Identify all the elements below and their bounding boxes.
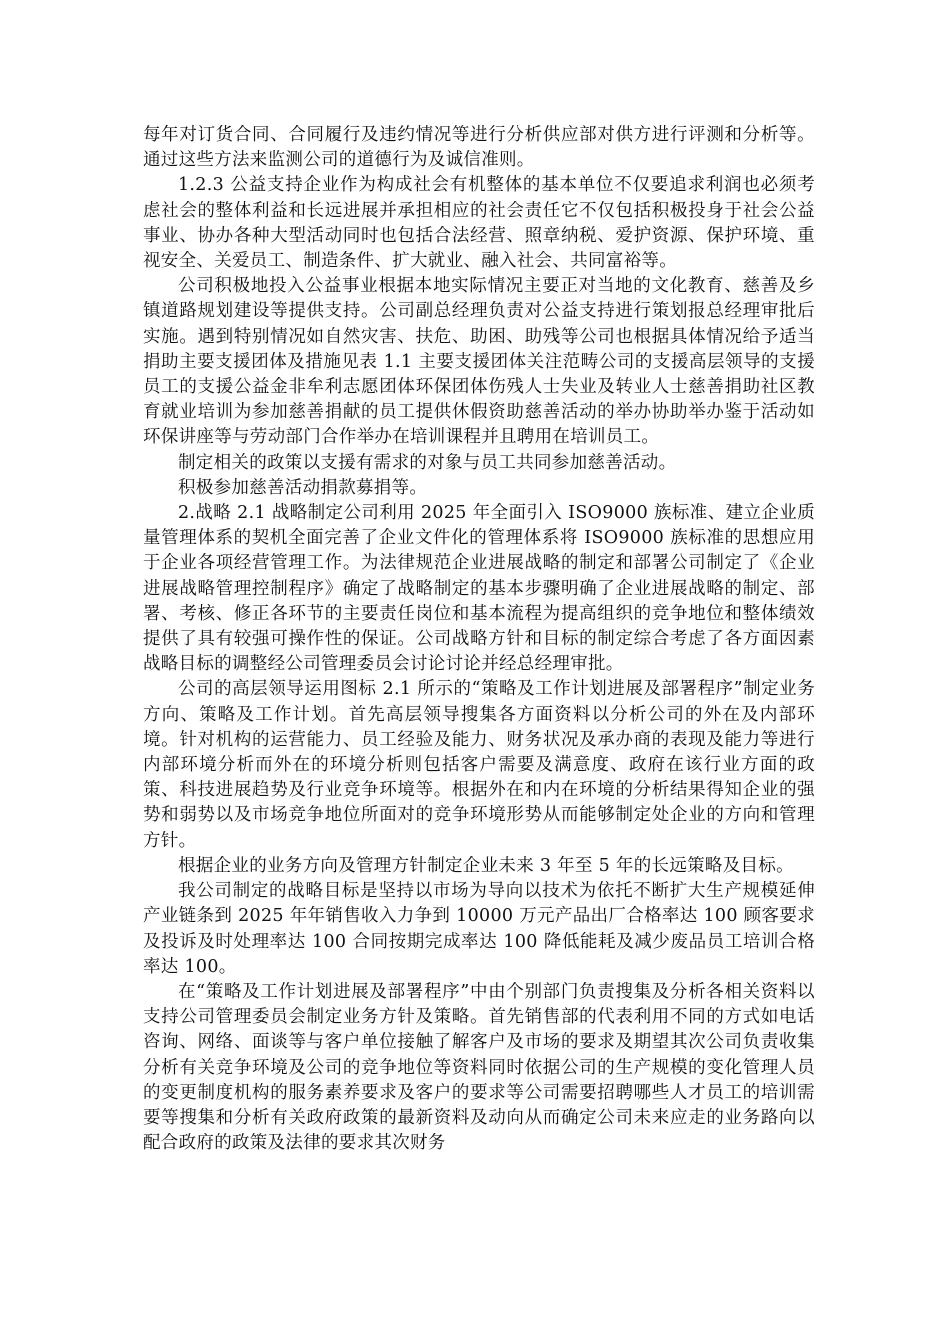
- paragraph-strategic-goals: 我公司制定的战略目标是坚持以市场为导向以技术为依托不断扩大生产规模延伸产业链条到 2025 年年销售收入力争到 10000 万元产品出厂合格率达 100 顾客要求及投诉及时处理率达 100 合同按期完成率达 100 降低能耗及减少废品员工培训合格率达 100。: [143, 881, 815, 977]
- paragraph-long-term-strategy: 根据企业的业务方向及管理方针制定企业未来 3 年至 5 年的长远策略及目标。: [178, 855, 794, 876]
- paragraph-leadership-planning: 公司的高层领导运用图标 2.1 所示的“策略及工作计划进展及部署程序”制定业务方向、策略及工作计划。首先高层领导搜集各方面资料以分析公司的外在及内部环境。针对机构的运营能力、员工经验及能力、财务状况及承办商的表现及能力等进行内部环境分析而外在的环境分析则包括客户需要及满意度、政府在该行业方面的政策、科技进展趋势及行业竞争环境等。根据外在和内在环境的分析结果得知企业的强势和弱势以及市场竞争地位所面对的竞争环境形势从而能够制定处企业的方向和管理方针。: [143, 679, 815, 851]
- paragraph-continuation: 每年对订货合同、合同履行及违约情况等进行分析供应部对供方进行评测和分析等。通过这些方法来监测公司的道德行为及诚信准则。: [143, 125, 815, 171]
- paragraph-public-welfare-support: 1.2.3 公益支持企业作为构成社会有机整体的基本单位不仅要追求利润也必须考虑社会的整体利益和长远进展并承担相应的社会责任它不仅包括积极投身于社会公益事业、协办各种大型活动同时也包括合法经营、照章纳税、爱护资源、保护环境、重视安全、关爱员工、制造条件、扩大就业、融入社会、共同富裕等。: [143, 175, 815, 272]
- paragraph-public-welfare-investment: 公司积极地投入公益事业根据本地实际情况主要正对当地的文化教育、慈善及乡镇道路规划建设等提供支持。公司副总经理负责对公益支持进行策划报总经理审批后实施。遇到特别情况如自然灾害、扶危、助困、助残等公司也根据具体情况给予适当捐助主要支援团体及措施见表 1.1 主要支援团体关注范畴公司的支援高层领导的支援员工的支援公益金非牟利志愿团体环保团体伤残人士失业及转业人士慈善捐助社区教育就业培训为参加慈善捐献的员工提供休假资助慈善活动的举办协助举办鉴于活动如环保讲座等与劳动部门合作举办在培训课程并且聘用在培训员工。: [143, 276, 815, 448]
- paragraph-deployment-procedure: 在“策略及工作计划进展及部署程序”中由个别部门负责搜集及分析各相关资料以支持公司管理委员会制定业务方针及策略。首先销售部的代表利用不同的方式如电话咨询、网络、面谈等与客户单位接触了解客户及市场的要求及期望其次公司负责收集分析有关竞争环境及公司的竞争地位等资料同时依据公司的生产规模的变化管理人员的变更制度机构的服务素养要求及客户的要求等公司需要招聘哪些人才员工的培训需要等搜集和分析有关政府政策的最新资料及动向从而确定公司未来应走的业务路向以配合政府的政策及法律的要求其次财务: [143, 981, 815, 1154]
- paragraph-donation: 积极参加慈善活动捐款募捐等。: [178, 477, 428, 498]
- paragraph-policy: 制定相关的政策以支援有需求的对象与员工共同参加慈善活动。: [178, 452, 677, 473]
- document-body: [143, 123, 815, 1156]
- paragraph-strategy-formulation: 2.战略 2.1 战略制定公司利用 2025 年全面引入 ISO9000 族标准、建立企业质量管理体系的契机全面完善了企业文件化的管理体系将 ISO9000 族标准的思想应用于企业各项经营管理工作。为法律规范企业进展战略的制定和部署公司制定了《企业进展战略管理控制程序》确定了战略制定的基本步骤明确了企业进展战略的制定、部署、考核、修正各环节的主要责任岗位和基本流程为提高组织的竞争地位和整体绩效提供了具有较强可操作性的保证。公司战略方针和目标的制定综合考虑了各方面因素战略目标的调整经公司管理委员会讨论讨论并经总经理审批。: [143, 503, 815, 675]
